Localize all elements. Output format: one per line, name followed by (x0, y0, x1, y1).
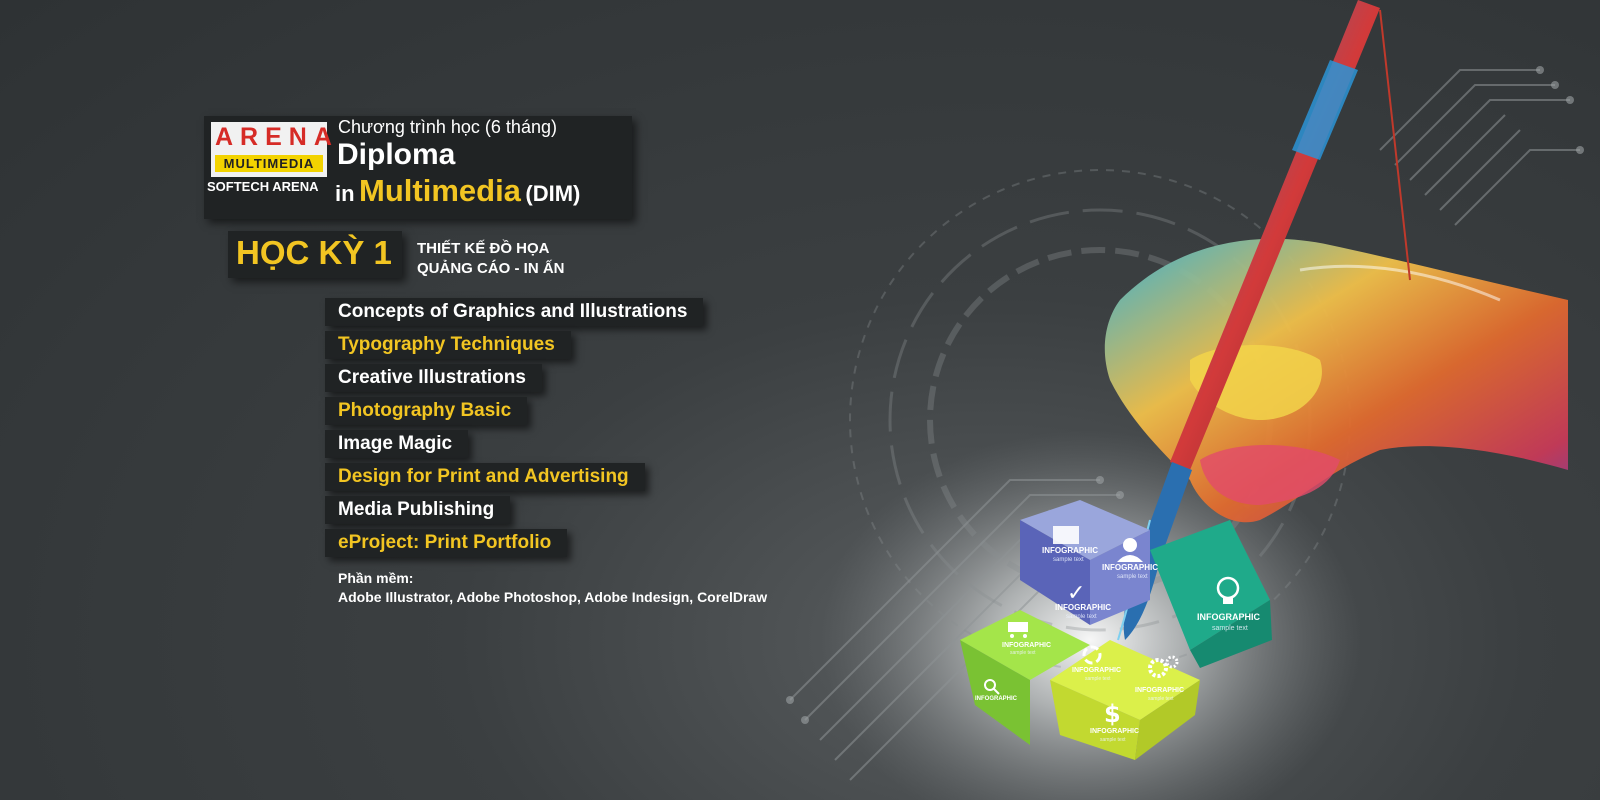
cube-heading: INFOGRAPHIC (1072, 667, 1121, 674)
check-icon: ✓ (1067, 581, 1086, 606)
list-item (325, 331, 703, 359)
list-item (325, 529, 703, 557)
course-list (325, 298, 703, 562)
dollar-icon: $ (1104, 700, 1121, 728)
program-title-diploma: Diploma (337, 138, 456, 171)
cube-sub: sample text (1100, 737, 1126, 743)
cube-sub: sample text (1066, 614, 1097, 620)
course-label: Media Publishing (325, 496, 510, 524)
semester-desc-line2: QUẢNG CÁO - IN ẤN (417, 260, 565, 277)
list-item (325, 463, 703, 491)
course-label: eProject: Print Portfolio (325, 529, 567, 557)
semester-description (417, 239, 565, 279)
logo-arena-text: ARENA (215, 123, 339, 151)
cube-heading: INFOGRAPHIC (1042, 546, 1098, 555)
course-label: Concepts of Graphics and Illustrations (325, 298, 703, 326)
header-panel (204, 116, 632, 219)
list-item (325, 430, 703, 458)
program-title-line (335, 173, 580, 209)
cube-sub: sample text (1212, 625, 1248, 632)
logo-multimedia-text: MULTIMEDIA (215, 155, 323, 172)
software-list: Adobe Illustrator, Adobe Photoshop, Adobe Indesign, CorelDraw (338, 589, 768, 605)
semester-badge (228, 231, 402, 278)
logo-subtitle: SOFTECH ARENA (207, 179, 319, 194)
folder-icon (1053, 526, 1079, 544)
software-section (338, 569, 767, 607)
cube-heading: INFOGRAPHIC (1055, 603, 1111, 612)
semester-label: HỌC KỲ 1 (236, 234, 392, 271)
cube-sub: sample text (1010, 650, 1036, 656)
list-item (325, 298, 703, 326)
cube-sub: sample text (1085, 676, 1111, 682)
course-label: Image Magic (325, 430, 468, 458)
cube-heading: INFOGRAPHIC (1135, 687, 1184, 694)
semester-desc-line1: THIẾT KẾ ĐỒ HỌA (417, 240, 550, 257)
list-item (325, 364, 703, 392)
course-label: Photography Basic (325, 397, 527, 425)
title-in: in (335, 181, 355, 206)
cube-heading: INFOGRAPHIC (1090, 728, 1139, 735)
cube-heading: INFOGRAPHIC (1002, 642, 1051, 649)
title-dim: (DIM) (525, 181, 581, 206)
cube-sub: sample text (1053, 557, 1084, 563)
cube-sub: sample text (1148, 696, 1174, 702)
cube-sub: sample text (1117, 574, 1148, 580)
software-label: Phần mềm: (338, 570, 414, 586)
program-duration: Chương trình học (6 tháng) (338, 117, 557, 137)
arena-multimedia-logo (211, 122, 339, 177)
title-multimedia: Multimedia (359, 173, 521, 208)
course-label: Typography Techniques (325, 331, 571, 359)
course-label: Creative Illustrations (325, 364, 542, 392)
cube-heading: INFOGRAPHIC (1102, 563, 1158, 572)
cube-heading: INFOGRAPHIC (1197, 612, 1260, 622)
cube-heading: INFOGRAPHIC (975, 696, 1017, 702)
course-label: Design for Print and Advertising (325, 463, 645, 491)
list-item (325, 397, 703, 425)
list-item (325, 496, 703, 524)
